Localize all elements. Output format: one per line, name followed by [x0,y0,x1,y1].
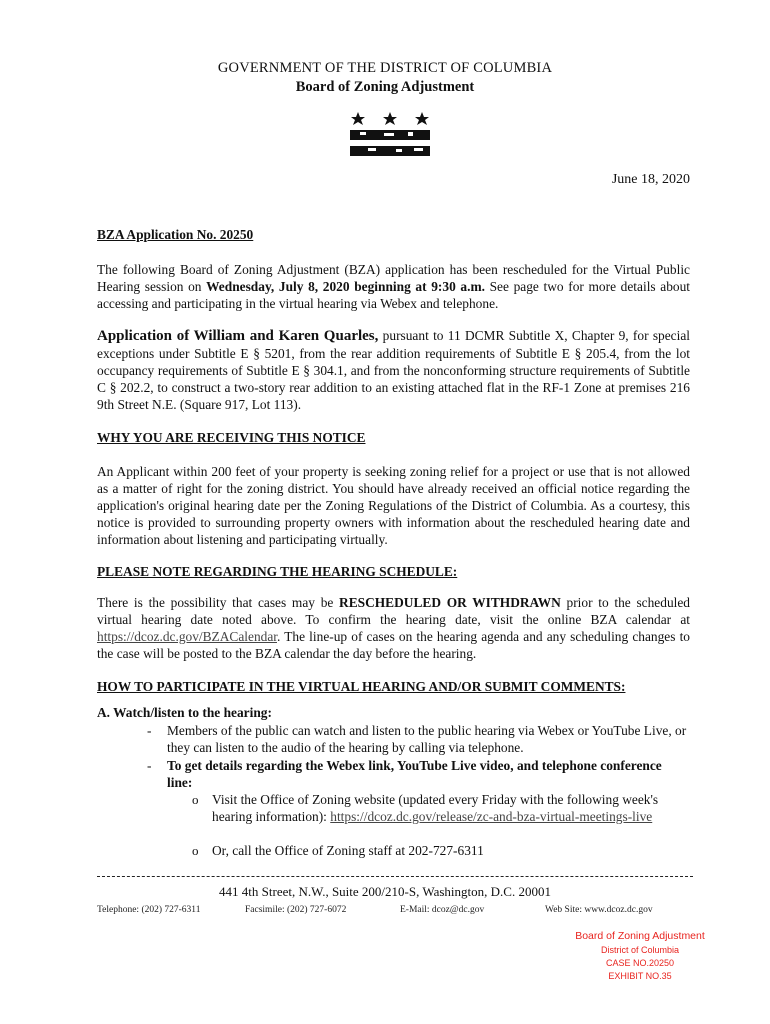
note-text-3: . The line-up of cases on the hearing agenda and any scheduling changes to the case will be posted to the BZA calendar the day before the hearing. [97,629,690,661]
footer-email: E-Mail: dcoz@dc.gov [400,905,485,915]
sub-item-website [212,791,690,825]
circle-bullet-2: o [192,843,199,858]
footer-divider [97,876,693,877]
applicant-name: Application of William and Karen Quarles, [97,328,379,344]
virtual-meetings-link[interactable]: https://dcoz.dc.gov/release/zc-and-bza-virtual-meetings-live [330,809,653,824]
exhibit-stamp-exhibit: EXHIBIT NO.35 [608,971,672,981]
dash-bullet-2: - [147,758,152,773]
dc-flag-seal-icon [348,110,432,162]
intro-paragraph [97,261,690,312]
footer-website: Web Site: www.dcoz.dc.gov [545,905,653,915]
why-heading: WHY YOU ARE RECEIVING THIS NOTICE [97,430,366,445]
application-paragraph [97,327,690,413]
notice-date: June 18, 2020 [611,172,690,187]
exhibit-stamp-board: Board of Zoning Adjustment [575,930,705,942]
note-text-1: There is the possibility that cases may be [97,595,340,610]
application-text: pursuant to 11 DCMR Subtitle X, Chapter 9, for special exceptions under Subtitle E § 5201, from the rear addition requirements of Subtitle E § 205.4, from the lot occupancy requirements of Subtitle E § 304.1, and from the nonconforming structure requirements of Subtitle C § 202.2, to construct a two-story rear addition to an existing attached flat in the RF-1 Zone at premises 216 9th Street N.E. (Square 917, Lot 113). [97,328,690,412]
intro-text-2: See page two for more details about accessing and participating in the virtual hearing via Webex and telephone. [97,279,691,311]
exhibit-stamp-case: CASE NO.20250 [605,958,675,968]
footer-address: 441 4th Street, N.W., Suite 200/210-S, Washington, D.C. 20001 [219,884,551,899]
rescheduled-text: RESCHEDULED OR WITHDRAWN [339,595,561,610]
bza-calendar-link[interactable]: https://dcoz.dc.gov/BZACalendar [97,629,277,644]
how-heading: HOW TO PARTICIPATE IN THE VIRTUAL HEARING AND/OR SUBMIT COMMENTS: [97,679,626,694]
list-item-details: To get details regarding the Webex link, YouTube Live video, and telephone conference line: [167,758,662,790]
board-heading: Board of Zoning Adjustment [295,79,475,95]
sub-item-phone: Or, call the Office of Zoning staff at 202-727-6311 [212,843,484,858]
list-item-watch: Members of the public can watch and listen to the public hearing via Webex or YouTube Live, or they can listen to the audio of the hearing by calling via telephone. [167,723,687,755]
footer-telephone: Telephone: (202) 727-6311 [97,905,201,915]
note-paragraph [97,594,690,662]
hearing-date-text: Wednesday, July 8, 2020 beginning at 9:30 a.m. [206,279,485,294]
government-heading: GOVERNMENT OF THE DISTRICT OF COLUMBIA [217,60,553,76]
website-text: Visit the Office of Zoning website (updated every Friday with the following week's hearing information): [212,792,659,824]
note-heading: PLEASE NOTE REGARDING THE HEARING SCHEDULE: [97,564,458,579]
dash-bullet-1: - [147,723,152,738]
circle-bullet-1: o [192,792,199,807]
application-number: BZA Application No. 20250 [97,227,254,242]
note-text-2: prior to the scheduled virtual hearing date noted above. To confirm the hearing date, visit the online BZA calendar at [97,595,690,627]
why-paragraph: An Applicant within 200 feet of your property is seeking zoning relief for a project or use that is not allowed as a matter of right for the zoning district. You should have already received an official notice regarding the application's original hearing date per the Zoning Regulations of the District of Columbia. As a courtesy, this notice is provided to surrounding property owners with information about the rescheduled hearing date and information about listening and participating virtually. [97,464,690,547]
footer-facsimile: Facsimile: (202) 727-6072 [245,905,347,915]
intro-text-1: The following Board of Zoning Adjustment (BZA) application has been rescheduled for the Virtual Public Hearing session on [97,262,690,294]
exhibit-stamp-district: District of Columbia [600,945,680,955]
section-a-heading: A. Watch/listen to the hearing: [97,705,272,720]
